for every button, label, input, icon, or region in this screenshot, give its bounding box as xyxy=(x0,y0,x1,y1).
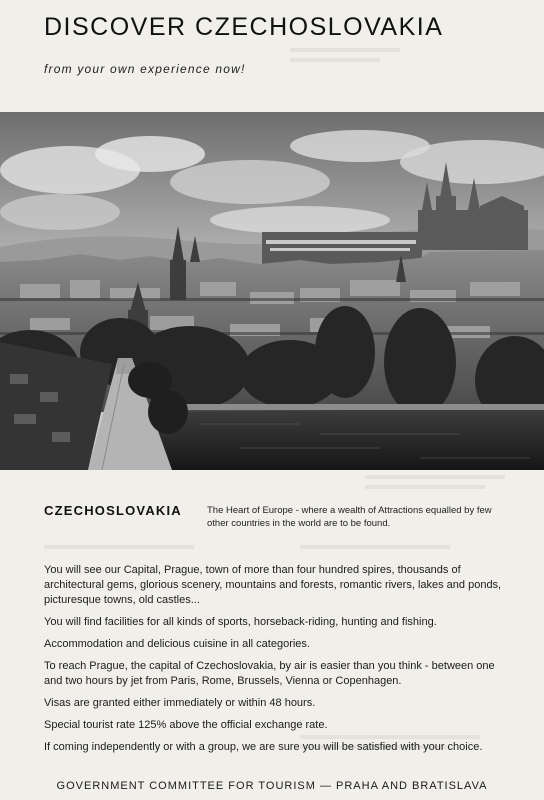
paragraph-sights: You will see our Capital, Prague, town of more than four hundred spires, thousands of architectural gems, glorious scenery, mountains and forests, romantic rivers, lakes and ponds, picturesque towns, old castles... xyxy=(44,564,502,606)
prague-photo xyxy=(0,112,544,470)
paragraph-exchange-rate: Special tourist rate 125% above the official exchange rate. xyxy=(44,719,328,731)
intro-country: CZECHOSLOVAKIA xyxy=(44,503,182,518)
tagline: from your own experience now! xyxy=(44,62,246,76)
intro-text: The Heart of Europe - where a wealth of Attractions equalled by few other countries in the world are to be found. xyxy=(207,505,492,529)
paragraph-sports: You will find facilities for all kinds of sports, horseback-riding, hunting and fishing. xyxy=(44,616,437,628)
footer-sponsor: GOVERNMENT COMMITTEE FOR TOURISM — PRAHA AND BRATISLAVA xyxy=(56,780,488,792)
intro-block xyxy=(44,502,514,532)
body-copy xyxy=(44,563,506,762)
headline: DISCOVER CZECHOSLOVAKIA xyxy=(44,13,444,41)
paragraph-travel: To reach Prague, the capital of Czechoslovakia, by air is easier than you think - between one and two hours by jet from Paris, Rome, Brussels, Vienna or Copenhagen. xyxy=(44,660,495,687)
paragraph-satisfaction: If coming independently or with a group, we are sure you will be satisfied with your choice. xyxy=(44,741,483,753)
paragraph-visas: Visas are granted either immediately or within 48 hours. xyxy=(44,697,316,709)
paragraph-accommodation: Accommodation and delicious cuisine in all categories. xyxy=(44,638,310,650)
